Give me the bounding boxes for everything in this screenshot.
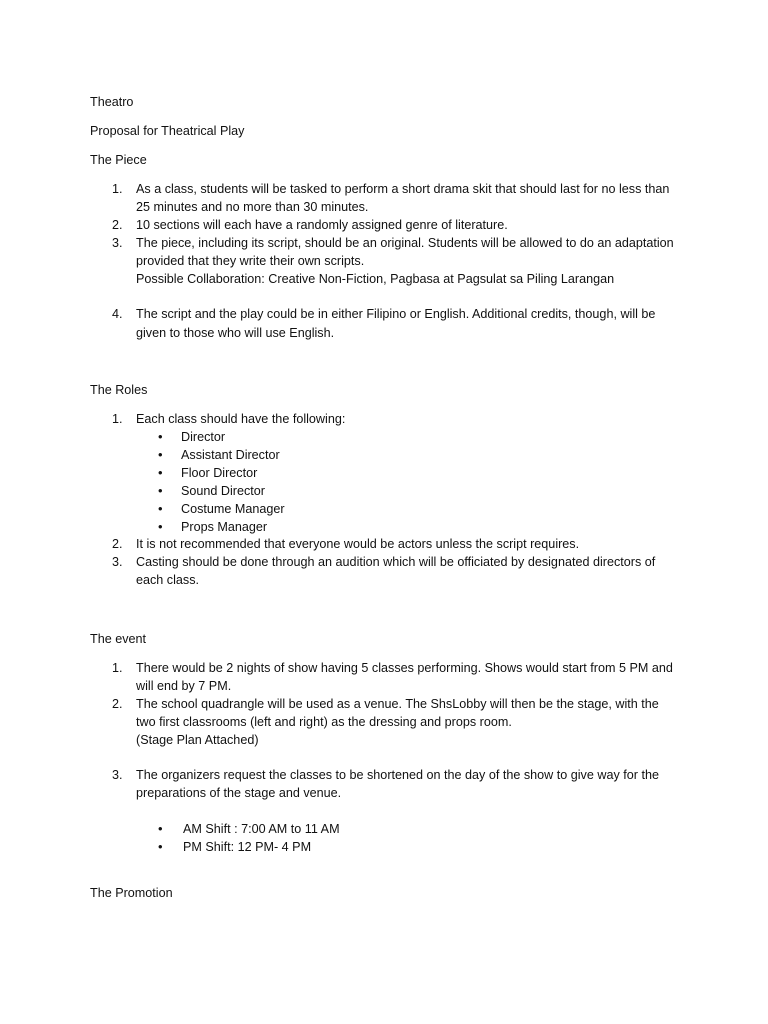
section-heading-event: The event (90, 632, 147, 646)
bullet-icon: • (158, 519, 163, 534)
list-number: 2. (112, 697, 123, 711)
list-number: 3. (112, 768, 123, 782)
list-number: 2. (112, 218, 123, 232)
list-number: 4. (112, 307, 123, 321)
bullet-item: Assistant Director (181, 448, 280, 462)
list-item-line: Casting should be done through an audition which will be officiated by designated directors of (136, 555, 656, 569)
bullet-item: Director (181, 430, 226, 444)
list-number: 1. (112, 661, 123, 675)
list-item-line: Possible Collaboration: Creative Non-Fiction, Pagbasa at Pagsulat sa Piling Larangan (136, 272, 615, 286)
list-number: 1. (112, 182, 123, 196)
list-item-line: two first classrooms (left and right) as the dressing and props room. (136, 715, 512, 729)
list-item-line: each class. (136, 573, 199, 587)
list-item-line: (Stage Plan Attached) (136, 733, 259, 747)
bullet-icon: • (158, 465, 163, 480)
section-heading-promotion: The Promotion (90, 886, 173, 900)
list-number: 3. (112, 555, 123, 569)
list-item-line: It is not recommended that everyone would be actors unless the script requires. (136, 537, 580, 551)
document-title: Theatro (90, 95, 134, 109)
list-number: 2. (112, 537, 123, 551)
section-heading-roles: The Roles (90, 383, 148, 397)
list-item-line: 25 minutes and no more than 30 minutes. (136, 200, 369, 214)
shift-item: AM Shift : 7:00 AM to 11 AM (183, 822, 340, 836)
list-item-line: As a class, students will be tasked to perform a short drama skit that should last for no less than (136, 182, 670, 196)
bullet-item: Costume Manager (181, 502, 285, 516)
bullet-item: Props Manager (181, 520, 268, 534)
list-item-line: There would be 2 nights of show having 5 classes performing. Shows would start from 5 PM and (136, 661, 673, 675)
section-heading-piece: The Piece (90, 153, 147, 167)
bullet-icon: • (158, 429, 163, 444)
list-item-line: preparations of the stage and venue. (136, 786, 342, 800)
bullet-icon: • (158, 839, 163, 854)
list-item-line: provided that they write their own scripts. (136, 254, 365, 268)
list-number: 1. (112, 412, 123, 426)
list-number: 3. (112, 236, 123, 250)
list-item-line: will end by 7 PM. (136, 679, 232, 693)
list-item-line: The script and the play could be in either Filipino or English. Additional credits, though, will be (136, 307, 656, 321)
list-item-line: given to those who will use English. (136, 326, 335, 340)
bullet-icon: • (158, 483, 163, 498)
list-item-line: The organizers request the classes to be shortened on the day of the show to give way for the (136, 768, 659, 782)
list-item-line: 10 sections will each have a randomly assigned genre of literature. (136, 218, 508, 232)
bullet-icon: • (158, 821, 163, 836)
bullet-icon: • (158, 447, 163, 462)
list-item-line: Each class should have the following: (136, 412, 346, 426)
list-item-line: The piece, including its script, should be an original. Students will be allowed to do an adaptation (136, 236, 674, 250)
bullet-item: Sound Director (181, 484, 265, 498)
list-item-line: The school quadrangle will be used as a venue. The ShsLobby will then be the stage, with the (136, 697, 659, 711)
document-subtitle: Proposal for Theatrical Play (90, 124, 245, 138)
bullet-icon: • (158, 501, 163, 516)
shift-item: PM Shift: 12 PM- 4 PM (183, 840, 312, 854)
bullet-item: Floor Director (181, 466, 258, 480)
